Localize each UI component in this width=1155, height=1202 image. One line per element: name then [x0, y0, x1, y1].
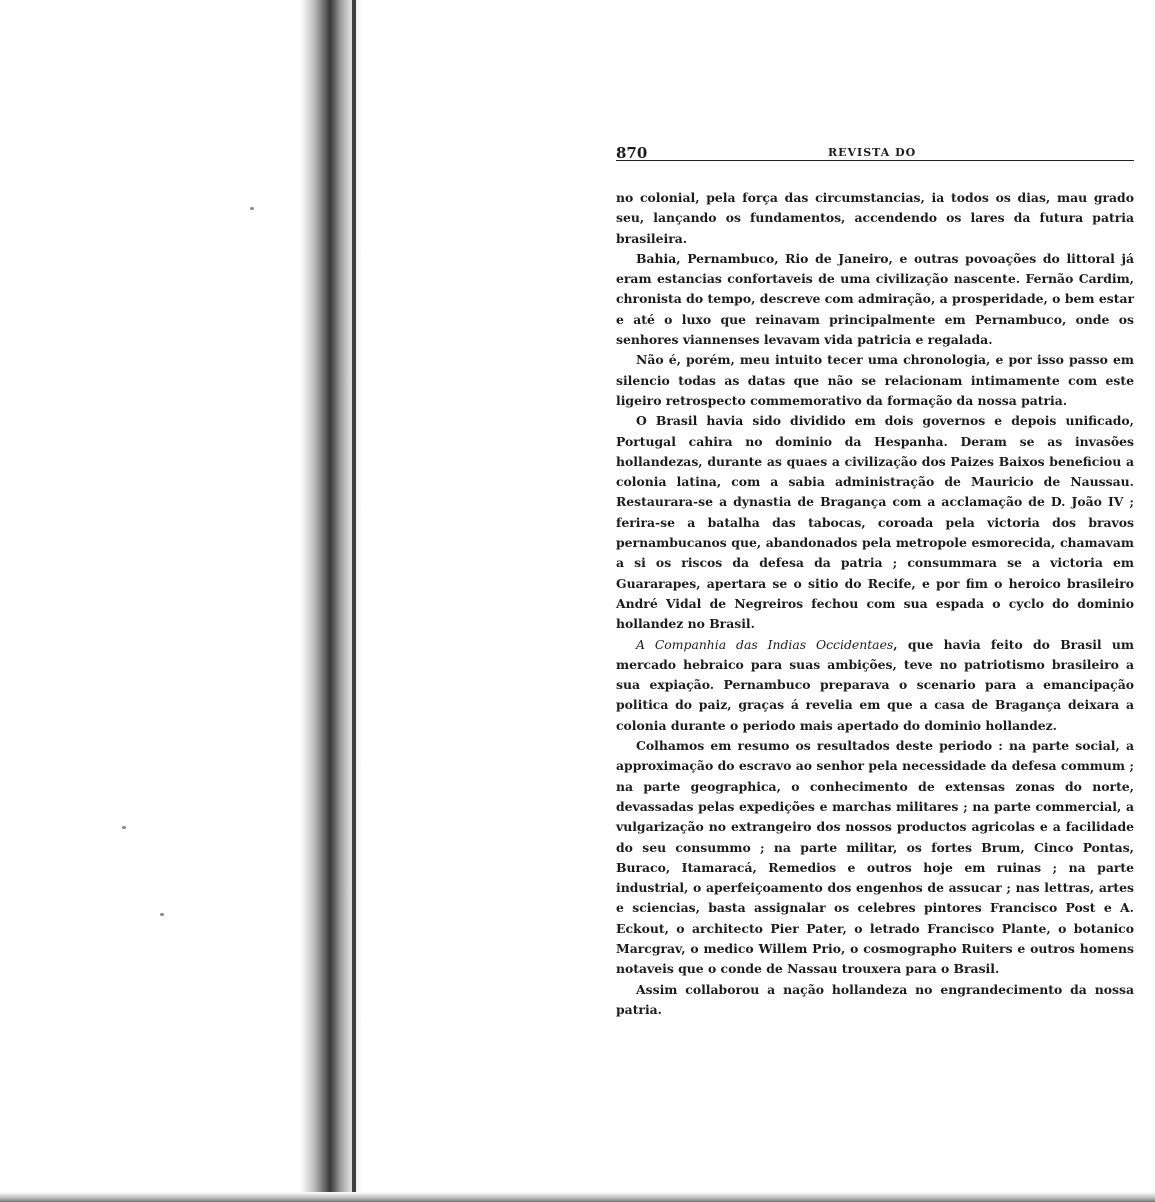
paragraph-text: , que havia feito do Brasil um mercado hebraico para suas ambições, teve no patriotismo brasileiro a sua expiação. Pernambuco preparava o scenario para a emancipação politica do paiz, graças á revelia em que a casa de Bragança deixara a colonia durante o periodo mais apertado do dominio hollandez.: [616, 636, 1134, 733]
page-number: 870: [616, 144, 648, 162]
paragraph: [616, 411, 1134, 634]
italic-title: A Companhia das Indias Occidentaes: [636, 636, 894, 652]
paragraph: [616, 635, 1134, 736]
page-body: [616, 188, 1134, 1020]
paragraph-text: no colonial, pela força das circumstancias, ia todos os dias, mau grado seu, lançando os fundamentos, accendendo os lares da futura patria brasileira.: [616, 190, 1134, 246]
book-page: [616, 140, 1134, 1020]
paragraph: [616, 249, 1134, 350]
book-spine-edge: [352, 0, 356, 1202]
paragraph-text: O Brasil havia sido dividido em dois governos e depois unificado, Portugal cahira no dominio da Hespanha. Deram se as invasões hollandezas, durante as quaes a civilização dos Paizes Baixos beneficiou a colonia latina, com a sabia administração de Mauricio de Naussau. Restaurara-se a dynastia de Bragança com a acclamação de D. João IV ; ferira-se a batalha das tabocas, coroada pela victoria dos bravos pernambucanos que, abandonados pela metropole esmorecida, chamavam a si os riscos da defesa da patria ; consummara se a victoria em Guararapes, apertara se o sitio do Recife, e por fim o heroico brasileiro André Vidal de Negreiros fechou com sua espada o cyclo do dominio hollandez no Brasil.: [616, 413, 1134, 632]
paragraph: [616, 350, 1134, 411]
scan-speck: [160, 913, 164, 916]
paragraph: [616, 736, 1134, 980]
scan-speck: [250, 207, 254, 210]
paragraph-text: Colhamos em resumo os resultados deste periodo : na parte social, a approximação do escravo ao senhor pela necessidade da defesa commum ; na parte geographica, o conhecimento de extensas zonas do norte, devassadas pelas expedições e marchas militares ; na parte commercial, a vulgarização no extrangeiro dos nossos productos agricolas e a facilidade do seu consummo ; na parte militar, os fortes Brum, Cinco Pontas, Buraco, Itamaracá, Remedios e outros hoje em ruinas ; na parte industrial, o aperfeiçoamento dos engenhos de assucar ; nas lettras, artes e sciencias, basta assignalar os celebres pintores Francisco Post e A. Eckout, o architecto Pier Pater, o letrado Francisco Plante, o botanico Marcgrav, o medico Willem Prio, o cosmographo Ruiters e outros homens notaveis que o conde de Nassau trouxera para o Brasil.: [616, 738, 1134, 977]
paragraph: [616, 980, 1134, 1021]
paragraph-text: Não é, porém, meu intuito tecer uma chronologia, e por isso passo em silencio todas as datas que não se relacionam intimamente com este ligeiro retrospecto commemorativo da formação da nossa patria.: [616, 352, 1134, 408]
paragraph-text: Bahia, Pernambuco, Rio de Janeiro, e outras povoações do littoral já eram estancias confortaveis de uma civilização nascente. Fernão Cardim, chronista do tempo, descreve com admiração, a prosperidade, o bem estar e até o luxo que reinavam principalmente em Pernambuco, onde os senhores viannenses levavam vida patricia e regalada.: [616, 250, 1134, 348]
page-header: [616, 140, 1134, 161]
scan-speck: [122, 826, 126, 829]
paragraph: [616, 188, 1134, 249]
running-head: REVISTA DO: [828, 146, 917, 159]
paragraph-text: Assim collaborou a nação hollandeza no engrandecimento da nossa patria.: [616, 981, 1134, 1017]
scan-bottom-edge: [0, 1192, 1155, 1202]
